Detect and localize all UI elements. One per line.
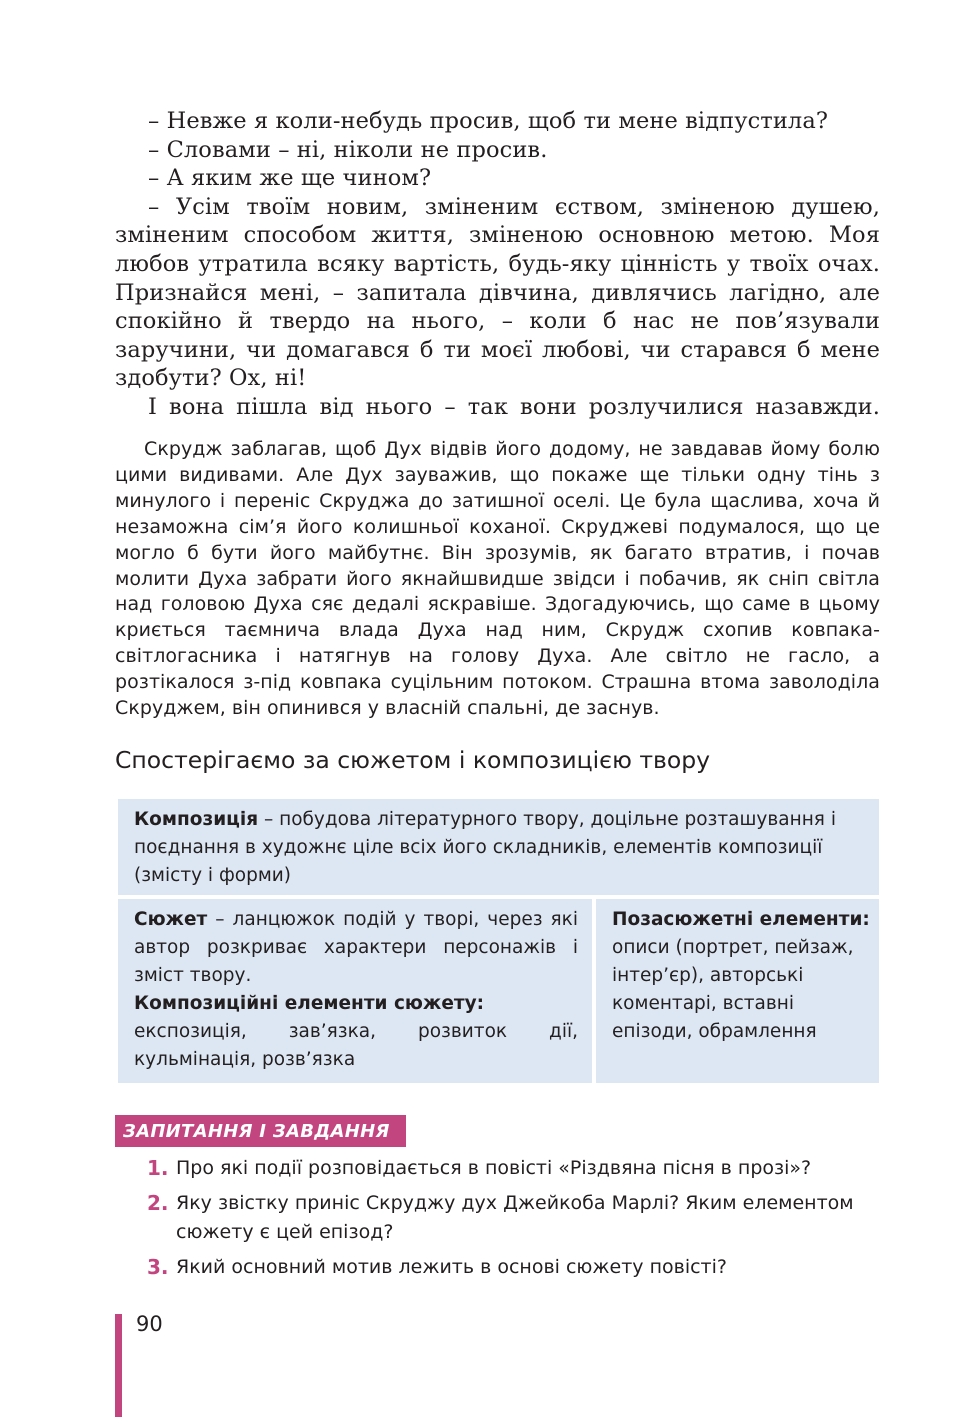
plot-def-text: – ланцюжок подій у творі, через які автор розкриває характери персонажів і зміст твору.: [134, 909, 578, 986]
extra-plot-elements-box: [596, 899, 879, 1083]
plot-definition: [134, 906, 578, 990]
plot-definition-box: [118, 899, 592, 1083]
questions-header: ЗАПИТАННЯ І ЗАВДАННЯ: [115, 1115, 406, 1147]
questions-list: [147, 1154, 885, 1288]
question-text: Який основний мотив лежить в основі сюжету повісті?: [176, 1256, 727, 1278]
question-number: 3.: [147, 1255, 169, 1279]
question-number: 1.: [147, 1156, 169, 1180]
summary-paragraph: Скрудж заблагав, щоб Дух відвів його додому, не завдавав йому болю цими видивами. Але Дух зауважив, що покаже ще тільки одну тінь з минулого і переніс Скруджа до затишної оселі. Це була щаслива, хоча й незаможна сім’я його колишньої коханої. Скруджеві подумалося, що це могло б бути його майбутнє. Він зрозумів, як багато втратив, і почав молити Духа забрати його якнайшвидше звідси і побачив, як сніп світла над головою Духа сяє дедалі яскравіше. Здогадуючись, що саме в цьому криється таємнича влада Духа над ним, Скрудж схопив ковпака-світлогасника і натягнув на голову Духа. Але світло не гасло, а розтікалося з-під ковпака суцільним потоком. Страшна втома заволоділа Скруджем, він опинився у власній спальні, де заснув.: [115, 438, 880, 720]
composition-definition: [134, 806, 865, 890]
extra-line: інтер’єр), авторські: [612, 965, 804, 986]
question-text: Яку звістку приніс Скруджу дух Джейкоба Марлі? Яким елементом сюжету є цей епізод?: [176, 1192, 854, 1243]
extra-term-line: [612, 906, 869, 934]
dialog-line: – Усім твоїм новим, зміненим єством, зміненою душею, зміненим способом життя, зміненою основною метою. Моя любов утратила всяку вартість, будь-яку цінність у твоїх очах. Признайся мені, – запитала дівчина, дивлячись лагідно, але спокійно й твердо на нього, – коли б нас не пов’язували заручини, чи домагався б ти моєї любові, чи старався б мене здобути? Ох, ні!: [115, 193, 880, 392]
composition-term: Композиція: [134, 809, 259, 830]
dialog-line: – Невже я коли-небудь просив, щоб ти мене відпустила?: [148, 108, 828, 134]
dialog-line: – Словами – ні, ніколи не просив.: [148, 136, 548, 163]
dialog-excerpt: [115, 107, 880, 422]
question-item: [147, 1189, 885, 1247]
extra-line: описи (портрет, пейзаж,: [612, 937, 854, 958]
dialog-line: – А яким же ще чином?: [148, 165, 432, 192]
question-number: 2.: [147, 1191, 169, 1215]
extra-line: епізоди, обрамлення: [612, 1021, 817, 1042]
plot-term: Сюжет: [134, 909, 208, 930]
plot-elements: [134, 990, 578, 1074]
question-item: [147, 1154, 885, 1183]
composition-definition-box: [118, 799, 879, 895]
page-margin-bar: [115, 1314, 122, 1417]
plot-elements-text: експозиція, зав’язка, розвиток дії, кульмінація, розв’язка: [134, 1021, 578, 1070]
extra-term: Позасюжетні елементи:: [612, 909, 870, 930]
question-item: [147, 1253, 885, 1282]
composition-def-text: – побудова літературного твору, доцільне розташування і поєднання в художнє ціле всіх його складників, елементів композиції (змісту і форми): [134, 809, 836, 886]
section-title: Спостерігаємо за сюжетом і композицією твору: [115, 746, 711, 774]
question-text: Про які події розповідається в повісті «Різдвяна пісня в прозі»?: [176, 1157, 812, 1179]
page-number: 90: [136, 1312, 163, 1336]
extra-line: коментарі, вставні: [612, 993, 795, 1014]
dialog-line: І вона пішла від нього – так вони розлучилися назавжди.: [148, 393, 880, 420]
plot-elements-term: Композиційні елементи сюжету:: [134, 993, 485, 1014]
